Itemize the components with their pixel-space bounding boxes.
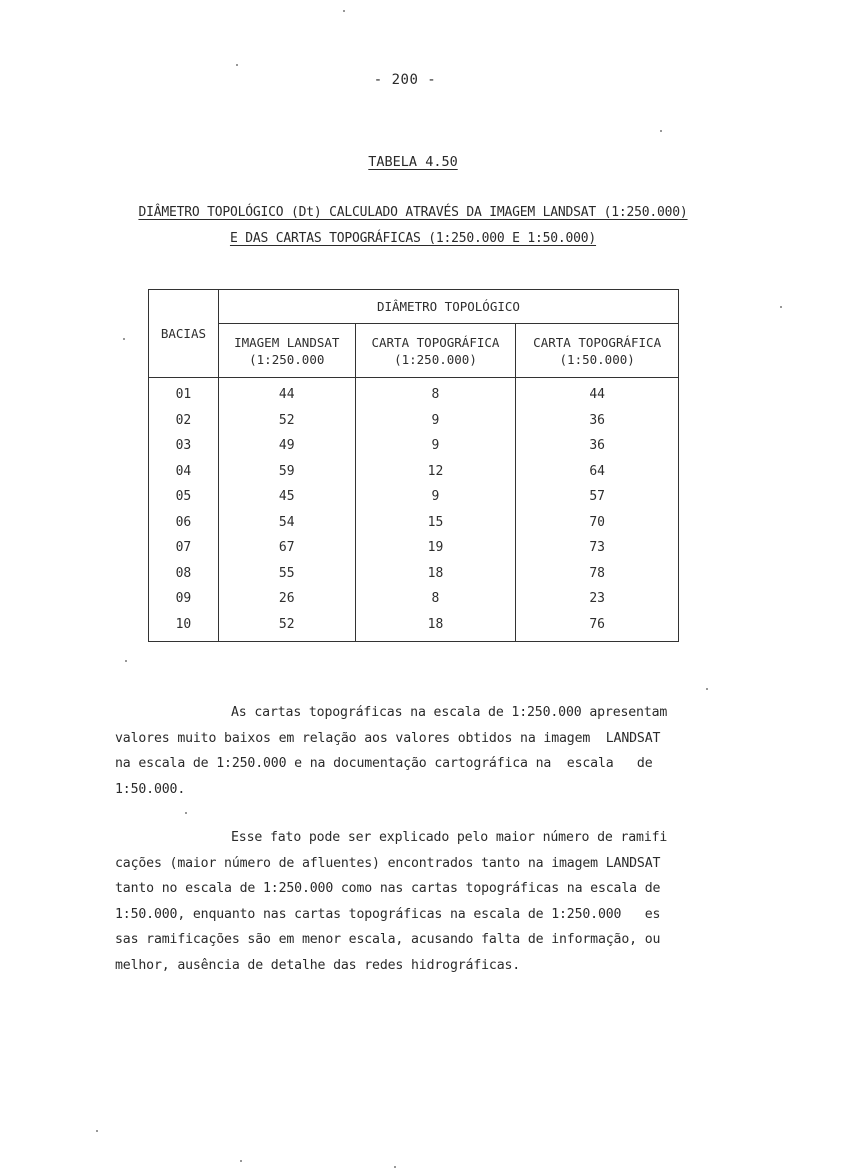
table-caption-text-2: E DAS CARTAS TOPOGRÁFICAS (1:250.000 E 1:50.000) bbox=[229, 231, 597, 246]
table-body bbox=[149, 378, 679, 642]
cell-bacia: 10 bbox=[149, 612, 219, 642]
cell-carta-250000: 18 bbox=[355, 561, 516, 587]
table-row bbox=[149, 510, 679, 536]
cell-carta-250000: 18 bbox=[355, 612, 516, 642]
scan-speck bbox=[236, 64, 238, 66]
cell-carta-250000: 9 bbox=[355, 484, 516, 510]
table-row bbox=[149, 433, 679, 459]
cell-carta-50000: 64 bbox=[516, 459, 679, 485]
header-carta-50000 bbox=[516, 324, 679, 378]
header-imagem-landsat-line2: (1:250.000 bbox=[249, 351, 325, 367]
table-label bbox=[0, 154, 826, 170]
cell-carta-50000: 70 bbox=[516, 510, 679, 536]
header-carta-50000-line2: (1:50.000) bbox=[559, 351, 635, 367]
cell-bacia: 05 bbox=[149, 484, 219, 510]
cell-bacia: 09 bbox=[149, 586, 219, 612]
table-row bbox=[149, 586, 679, 612]
header-carta-250000-line1: CARTA TOPOGRÁFICA bbox=[371, 334, 500, 350]
scan-speck bbox=[660, 130, 662, 132]
cell-imagem-landsat: 52 bbox=[218, 408, 355, 434]
header-bacias: BACIAS bbox=[149, 290, 219, 378]
cell-carta-50000: 23 bbox=[516, 586, 679, 612]
cell-carta-250000: 19 bbox=[355, 535, 516, 561]
cell-imagem-landsat: 26 bbox=[218, 586, 355, 612]
cell-bacia: 01 bbox=[149, 378, 219, 408]
paragraph-line: cações (maior número de afluentes) encontrados tanto na imagem LANDSAT bbox=[115, 855, 661, 871]
scan-speck bbox=[125, 660, 127, 662]
cell-imagem-landsat: 49 bbox=[218, 433, 355, 459]
header-carta-250000 bbox=[355, 324, 516, 378]
cell-bacia: 03 bbox=[149, 433, 219, 459]
cell-carta-250000: 9 bbox=[355, 433, 516, 459]
scan-speck bbox=[96, 1130, 98, 1132]
table-caption-text-1: DIÂMETRO TOPOLÓGICO (Dt) CALCULADO ATRAVÉS DA IMAGEM LANDSAT (1:250.000) bbox=[138, 205, 688, 220]
table-caption-line-1 bbox=[0, 205, 826, 220]
cell-carta-250000: 8 bbox=[355, 378, 516, 408]
scan-speck bbox=[394, 1166, 396, 1168]
table-row bbox=[149, 408, 679, 434]
paragraph-line: Esse fato pode ser explicado pelo maior número de ramifi bbox=[231, 830, 668, 845]
cell-carta-250000: 9 bbox=[355, 408, 516, 434]
paragraph-line: valores muito baixos em relação aos valores obtidos na imagem LANDSAT bbox=[115, 730, 661, 746]
header-carta-250000-line2: (1:250.000) bbox=[394, 351, 477, 367]
topological-diameter-table bbox=[148, 289, 679, 642]
header-imagem-landsat bbox=[218, 324, 355, 378]
cell-bacia: 04 bbox=[149, 459, 219, 485]
cell-carta-250000: 15 bbox=[355, 510, 516, 536]
cell-carta-50000: 44 bbox=[516, 378, 679, 408]
cell-imagem-landsat: 44 bbox=[218, 378, 355, 408]
page-number: - 200 - bbox=[373, 72, 437, 88]
table-label-text: TABELA 4.50 bbox=[368, 154, 458, 170]
cell-carta-50000: 57 bbox=[516, 484, 679, 510]
scan-speck bbox=[185, 812, 187, 814]
cell-imagem-landsat: 67 bbox=[218, 535, 355, 561]
cell-bacia: 02 bbox=[149, 408, 219, 434]
scan-speck bbox=[240, 1160, 242, 1162]
paragraph-line: 1:50.000, enquanto nas cartas topográficas na escala de 1:250.000 es bbox=[115, 906, 661, 922]
cell-imagem-landsat: 59 bbox=[218, 459, 355, 485]
cell-carta-50000: 76 bbox=[516, 612, 679, 642]
cell-bacia: 07 bbox=[149, 535, 219, 561]
paragraph-line: tanto no escala de 1:250.000 como nas cartas topográficas na escala de bbox=[115, 881, 661, 896]
cell-carta-50000: 78 bbox=[516, 561, 679, 587]
paragraph-1 bbox=[115, 700, 705, 802]
table-row bbox=[149, 612, 679, 642]
cell-imagem-landsat: 45 bbox=[218, 484, 355, 510]
cell-carta-250000: 8 bbox=[355, 586, 516, 612]
header-imagem-landsat-line1: IMAGEM LANDSAT bbox=[234, 334, 340, 350]
cell-bacia: 06 bbox=[149, 510, 219, 536]
paragraph-line: na escala de 1:250.000 e na documentação cartográfica na escala de bbox=[115, 756, 653, 771]
cell-imagem-landsat: 55 bbox=[218, 561, 355, 587]
table-row bbox=[149, 561, 679, 587]
scan-speck bbox=[706, 688, 708, 690]
cell-carta-50000: 73 bbox=[516, 535, 679, 561]
paragraph-line: sas ramificações são em menor escala, acusando falta de informação, ou bbox=[115, 932, 661, 947]
scan-speck bbox=[123, 338, 125, 340]
paragraph-line: As cartas topográficas na escala de 1:250.000 apresentam bbox=[231, 705, 668, 720]
paragraph-line: melhor, ausência de detalhe das redes hidrográficas. bbox=[115, 957, 521, 973]
table-row bbox=[149, 535, 679, 561]
cell-imagem-landsat: 52 bbox=[218, 612, 355, 642]
cell-carta-250000: 12 bbox=[355, 459, 516, 485]
paragraph-line: 1:50.000. bbox=[115, 781, 186, 797]
cell-imagem-landsat: 54 bbox=[218, 510, 355, 536]
header-carta-50000-line1: CARTA TOPOGRÁFICA bbox=[533, 334, 662, 350]
cell-carta-50000: 36 bbox=[516, 433, 679, 459]
table-row bbox=[149, 378, 679, 408]
cell-bacia: 08 bbox=[149, 561, 219, 587]
paragraph-2 bbox=[115, 825, 705, 978]
table-row bbox=[149, 459, 679, 485]
header-diametro-topologico: DIÂMETRO TOPOLÓGICO bbox=[218, 290, 678, 324]
scan-speck bbox=[780, 306, 782, 308]
table-row bbox=[149, 484, 679, 510]
table-caption-line-2 bbox=[0, 231, 826, 246]
cell-carta-50000: 36 bbox=[516, 408, 679, 434]
scan-speck bbox=[343, 10, 345, 12]
